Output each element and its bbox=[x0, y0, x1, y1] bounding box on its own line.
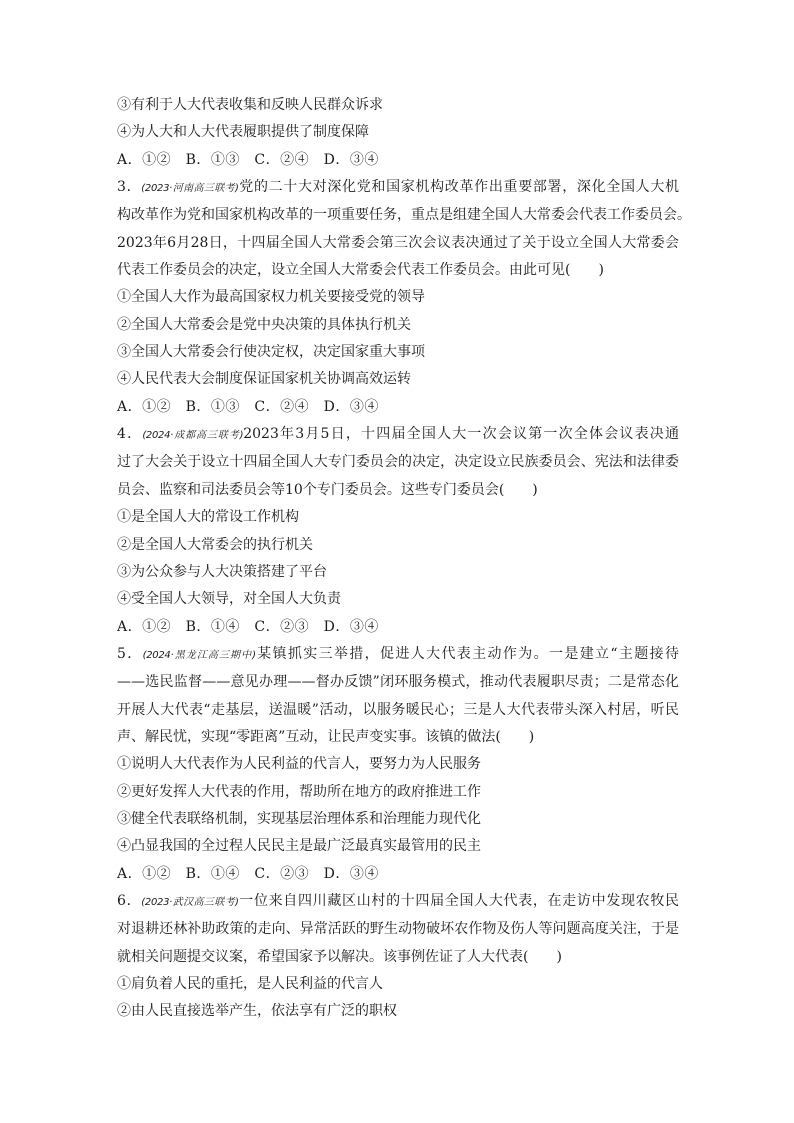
question-text-line: 对退耕还林补助政策的走向、异常活跃的野生动物破坏农作物及伤人等问题高度关注，于是 bbox=[117, 921, 679, 938]
question-source: (2023·河南高三联考) bbox=[141, 183, 239, 195]
option-line: ④受全国人大领导，对全国人大负责 bbox=[117, 591, 341, 608]
question-number: 3． bbox=[117, 179, 142, 196]
option-line: ②是全国人大常委会的执行机关 bbox=[117, 536, 313, 553]
question-text: 某镇抓实三举措，促进人大代表主动作为。一是建立“主题接待 bbox=[255, 645, 680, 662]
option-line: ①肩负着人民的重托，是人民利益的代言人 bbox=[117, 976, 383, 992]
question-text-line: 2023年6月28日，十四届全国人大常委会第三次会议表决通过了关于设立全国人大常委会 bbox=[117, 234, 679, 251]
question-source: (2024·成都高三联考) bbox=[142, 430, 244, 442]
question-content bbox=[117, 92, 691, 1026]
answer-choices: A．①② B．①④ C．②③ D．③④ bbox=[117, 618, 379, 635]
option-line: ②由人民直接选举产生，依法享有广泛的职权 bbox=[117, 1003, 397, 1020]
answer-choices: A．①② B．①③ C．②④ D．③④ bbox=[117, 151, 379, 168]
option-line: ④凸显我国的全过程人民民主是最广泛最真实最管用的民主 bbox=[117, 838, 481, 855]
option-line: ②全国人大常委会是党中央决策的具体执行机关 bbox=[117, 316, 411, 333]
question-3-stem bbox=[117, 174, 679, 202]
question-text-line: 过了大会关于设立十四届全国人大专门委员会的决定，决定设立民族委员会、宪法和法律委 bbox=[117, 454, 679, 471]
question-number: 4． bbox=[117, 426, 143, 443]
question-text-line: 就相关问题提交议案，希望国家予以解决。该事例佐证了人大代表( ) bbox=[117, 948, 562, 965]
answer-choices: A．①② B．①③ C．②④ D．③④ bbox=[117, 398, 379, 415]
option-line: ③健全代表联络机制，实现基层治理体系和治理能力现代化 bbox=[117, 810, 481, 827]
option-line: ②更好发挥人大代表的作用，帮助所在地方的政府推进工作 bbox=[117, 783, 481, 800]
question-text-line: ——选民监督——意见办理——督办反馈”闭环服务模式，推动代表履职尽责；二是常态化 bbox=[117, 674, 679, 691]
answer-choices: A．①② B．①④ C．②③ D．③④ bbox=[117, 865, 379, 882]
question-source: (2023·武汉高三联考) bbox=[141, 896, 239, 908]
option-line: ①说明人大代表作为人民利益的代言人，要努力为人民服务 bbox=[117, 756, 481, 773]
question-text-line: 开展人大代表“走基层，送温暖”活动，以服务暖民心；三是人大代表带头深入村居，听民 bbox=[117, 701, 679, 718]
question-4-stem bbox=[117, 421, 679, 449]
option-line: ④人民代表大会制度保证国家机关协调高效运转 bbox=[117, 371, 411, 388]
option-line: ③为公众参与人大决策搭建了平台 bbox=[117, 563, 327, 580]
question-text-line: 声、解民忧，实现“零距离”互动，让民声变实事。该镇的做法( ) bbox=[117, 728, 535, 745]
option-line: ①全国人大作为最高国家权力机关要接受党的领导 bbox=[117, 289, 425, 306]
question-text: 党的二十大对深化党和国家机构改革作出重要部署，深化全国人大机 bbox=[238, 179, 679, 196]
option-line: ③全国人大常委会行使决定权，决定国家重大事项 bbox=[117, 344, 425, 361]
question-6-stem bbox=[117, 888, 679, 916]
question-text-line: 构改革作为党和国家机构改革的一项重要任务，重点是组建全国人大常委会代表工作委员会。 bbox=[117, 207, 691, 224]
question-text: 2023年3月5日，十四届全国人大一次会议第一次全体会议表决通 bbox=[243, 426, 679, 443]
option-line: ④为人大和人大代表履职提供了制度保障 bbox=[117, 124, 369, 141]
question-number: 5． bbox=[117, 645, 143, 662]
option-line: ③有利于人大代表收集和反映人民群众诉求 bbox=[117, 97, 383, 113]
question-text-line: 代表工作委员会的决定，设立全国人大常委会代表工作委员会。由此可见( ) bbox=[117, 262, 604, 279]
question-text: 一位来自四川藏区山村的十四届全国人大代表，在走访中发现农牧民 bbox=[238, 892, 679, 909]
question-5-stem bbox=[117, 641, 679, 669]
question-text-line: 员会、监察和司法委员会等10个专门委员会。这些专门委员会( ) bbox=[117, 481, 538, 498]
option-line: ①是全国人大的常设工作机构 bbox=[117, 509, 299, 526]
question-number: 6． bbox=[117, 892, 142, 909]
question-source: (2024·黑龙江高三期中) bbox=[142, 649, 256, 661]
